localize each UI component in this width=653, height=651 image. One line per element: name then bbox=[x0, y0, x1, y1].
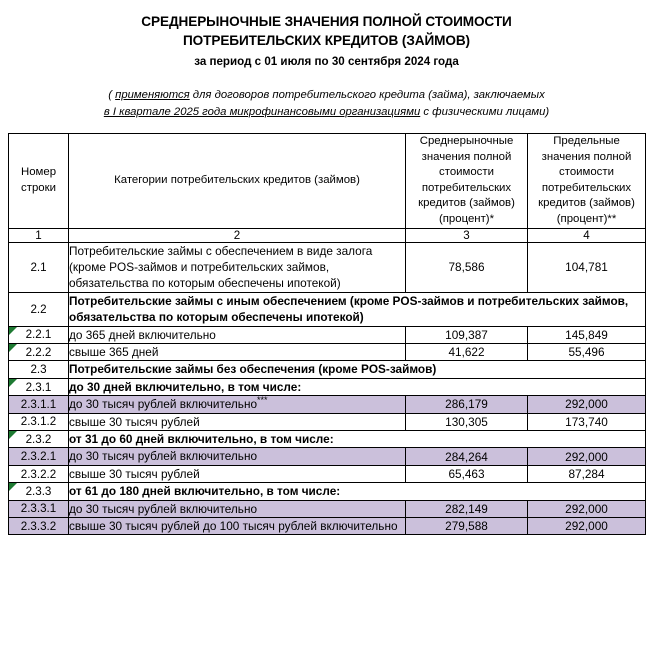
row-number-label: 2.3.3.2 bbox=[20, 519, 57, 533]
table-column-number-row bbox=[9, 228, 646, 242]
column-number-3: 3 bbox=[406, 228, 528, 242]
header-row-number-line-2: строки bbox=[21, 181, 56, 194]
row-number-cell bbox=[9, 465, 69, 482]
header-row-number-line-1: Номер bbox=[20, 166, 57, 179]
table-row bbox=[9, 483, 646, 500]
row-number-label: 2.3.2 bbox=[25, 432, 52, 446]
row-number-label: 2.2.1 bbox=[25, 328, 52, 342]
category-label: Потребительские займы с обеспечением в виде залога (кроме POS-займов и потребительских займов, обязательства по которым обеспечены ипотекой) bbox=[69, 243, 373, 291]
row-number-label: 2.3.2.2 bbox=[20, 467, 57, 481]
category-label: от 61 до 180 дней включительно, в том числе: bbox=[69, 484, 341, 499]
header-cell-row-number bbox=[9, 134, 69, 229]
category-label: до 30 тысяч рублей включительно bbox=[69, 501, 258, 516]
row-number-cell bbox=[9, 292, 69, 326]
rates-table bbox=[8, 133, 646, 535]
category-label: свыше 30 тысяч рублей bbox=[69, 466, 200, 481]
table-row bbox=[9, 242, 646, 292]
note-underlined-period: в I кварталe 2025 года микрофинансовыми организациями bbox=[103, 105, 421, 118]
category-cell bbox=[69, 396, 406, 413]
category-label: свыше 30 тысяч рублей bbox=[69, 414, 200, 429]
note-tail-text: с физическими лицами) bbox=[420, 105, 550, 118]
average-value-cell: 130,305 bbox=[406, 413, 528, 430]
header-cell-category: Категории потребительских кредитов (займов) bbox=[69, 134, 406, 229]
table-row bbox=[9, 465, 646, 482]
category-label: Потребительские займы без обеспечения (кроме POS-займов) bbox=[69, 362, 437, 377]
row-number-label: 2.3.1.1 bbox=[20, 397, 57, 411]
category-label: свыше 30 тысяч рублей до 100 тысяч рублей включительно bbox=[69, 519, 398, 534]
row-number-label: 2.3 bbox=[30, 363, 47, 377]
page-title-line-1: СРЕДНЕРЫНОЧНЫЕ ЗНАЧЕНИЯ ПОЛНОЙ СТОИМОСТИ bbox=[141, 14, 512, 29]
average-value-cell: 282,149 bbox=[406, 500, 528, 517]
category-cell bbox=[69, 500, 406, 517]
header-cell-average-value: Среднерыночные значения полной стоимости потребительских кредитов (займов) (процент)* bbox=[406, 134, 528, 229]
category-label: свыше 365 дней bbox=[69, 345, 159, 359]
row-number-label: 2.1 bbox=[30, 260, 47, 274]
row-number-label: 2.2 bbox=[30, 302, 47, 316]
page-title bbox=[47, 12, 607, 50]
column-number-2: 2 bbox=[69, 228, 406, 242]
category-cell bbox=[69, 378, 646, 395]
note-mid-text: для договоров потребительского кредита (займа), заключаемых bbox=[189, 89, 545, 101]
limit-value-cell: 55,496 bbox=[528, 344, 646, 361]
row-number-cell bbox=[9, 518, 69, 535]
note-underlined-term: применяются bbox=[115, 89, 190, 101]
limit-value-cell: 104,781 bbox=[528, 242, 646, 292]
row-number-cell bbox=[9, 431, 69, 448]
table-header-row bbox=[9, 134, 646, 229]
rates-table-container bbox=[0, 133, 653, 535]
average-value-cell: 109,387 bbox=[406, 326, 528, 343]
column-number-4: 4 bbox=[528, 228, 646, 242]
table-row bbox=[9, 518, 646, 535]
row-number-cell bbox=[9, 413, 69, 430]
row-number-cell bbox=[9, 500, 69, 517]
table-row bbox=[9, 361, 646, 378]
limit-value-cell: 173,740 bbox=[528, 413, 646, 430]
row-number-label: 2.3.3 bbox=[25, 484, 52, 498]
footnote-marker: *** bbox=[257, 395, 268, 406]
table-row bbox=[9, 500, 646, 517]
category-cell bbox=[69, 242, 406, 292]
category-cell bbox=[69, 483, 646, 500]
average-value-cell: 284,264 bbox=[406, 448, 528, 465]
row-number-label: 2.2.2 bbox=[25, 345, 52, 359]
category-label: до 30 дней включительно, в том числе: bbox=[69, 379, 302, 394]
average-value-cell: 279,588 bbox=[406, 518, 528, 535]
table-row bbox=[9, 413, 646, 430]
row-number-label: 2.3.2.1 bbox=[20, 450, 57, 464]
applicability-note-line-1 bbox=[0, 87, 653, 104]
category-cell bbox=[69, 413, 406, 430]
category-cell bbox=[69, 465, 406, 482]
average-value-cell: 286,179 bbox=[406, 396, 528, 413]
category-cell bbox=[69, 326, 406, 343]
table-row bbox=[9, 378, 646, 395]
comment-marker-icon bbox=[9, 431, 17, 439]
category-cell bbox=[69, 361, 646, 378]
average-value-cell: 41,622 bbox=[406, 344, 528, 361]
row-number-cell bbox=[9, 361, 69, 378]
table-row bbox=[9, 431, 646, 448]
category-cell bbox=[69, 292, 646, 326]
row-number-cell bbox=[9, 448, 69, 465]
row-number-cell bbox=[9, 344, 69, 361]
limit-value-cell: 87,284 bbox=[528, 465, 646, 482]
table-row bbox=[9, 344, 646, 361]
average-value-cell: 78,586 bbox=[406, 242, 528, 292]
applicability-note bbox=[0, 87, 653, 120]
title-block bbox=[0, 0, 653, 120]
category-cell bbox=[69, 448, 406, 465]
comment-marker-icon bbox=[9, 327, 17, 335]
limit-value-cell: 292,000 bbox=[528, 396, 646, 413]
average-value-cell: 65,463 bbox=[406, 465, 528, 482]
row-number-cell bbox=[9, 326, 69, 343]
table-row bbox=[9, 326, 646, 343]
category-label: до 30 тысяч рублей включительно bbox=[69, 397, 258, 412]
comment-marker-icon bbox=[9, 344, 17, 352]
page-subtitle: за период с 01 июля по 30 сентября 2024 года bbox=[194, 55, 459, 68]
column-number-1: 1 bbox=[9, 228, 69, 242]
table-row bbox=[9, 396, 646, 413]
limit-value-cell: 292,000 bbox=[528, 518, 646, 535]
limit-value-cell: 292,000 bbox=[528, 448, 646, 465]
category-label: от 31 до 60 дней включительно, в том числе: bbox=[69, 432, 334, 447]
applicability-note-line-2 bbox=[0, 104, 653, 121]
category-label: до 30 тысяч рублей включительно bbox=[69, 449, 258, 464]
comment-marker-icon bbox=[9, 483, 17, 491]
table-row bbox=[9, 292, 646, 326]
header-cell-limit-value: Предельные значения полной стоимости потребительских кредитов (займов) (процент)** bbox=[528, 134, 646, 229]
row-number-label: 2.3.1.2 bbox=[20, 415, 57, 429]
limit-value-cell: 292,000 bbox=[528, 500, 646, 517]
page-title-line-2: ПОТРЕБИТЕЛЬСКИХ КРЕДИТОВ (ЗАЙМОВ) bbox=[183, 33, 470, 48]
row-number-cell bbox=[9, 396, 69, 413]
row-number-cell bbox=[9, 242, 69, 292]
category-cell bbox=[69, 431, 646, 448]
category-label: до 365 дней включительно bbox=[69, 327, 216, 342]
rates-table-body bbox=[9, 134, 646, 535]
row-number-cell bbox=[9, 378, 69, 395]
comment-marker-icon bbox=[9, 379, 17, 387]
note-open-paren: ( bbox=[108, 89, 116, 101]
row-number-label: 2.3.3.1 bbox=[20, 502, 57, 516]
category-label: Потребительские займы с иным обеспечением (кроме POS-займов и потребительских займов, обязательства по которым обеспечены ипотекой) bbox=[69, 293, 629, 325]
row-number-label: 2.3.1 bbox=[25, 380, 52, 394]
category-cell bbox=[69, 518, 406, 535]
row-number-cell bbox=[9, 483, 69, 500]
limit-value-cell: 145,849 bbox=[528, 326, 646, 343]
category-cell bbox=[69, 344, 406, 361]
table-row bbox=[9, 448, 646, 465]
